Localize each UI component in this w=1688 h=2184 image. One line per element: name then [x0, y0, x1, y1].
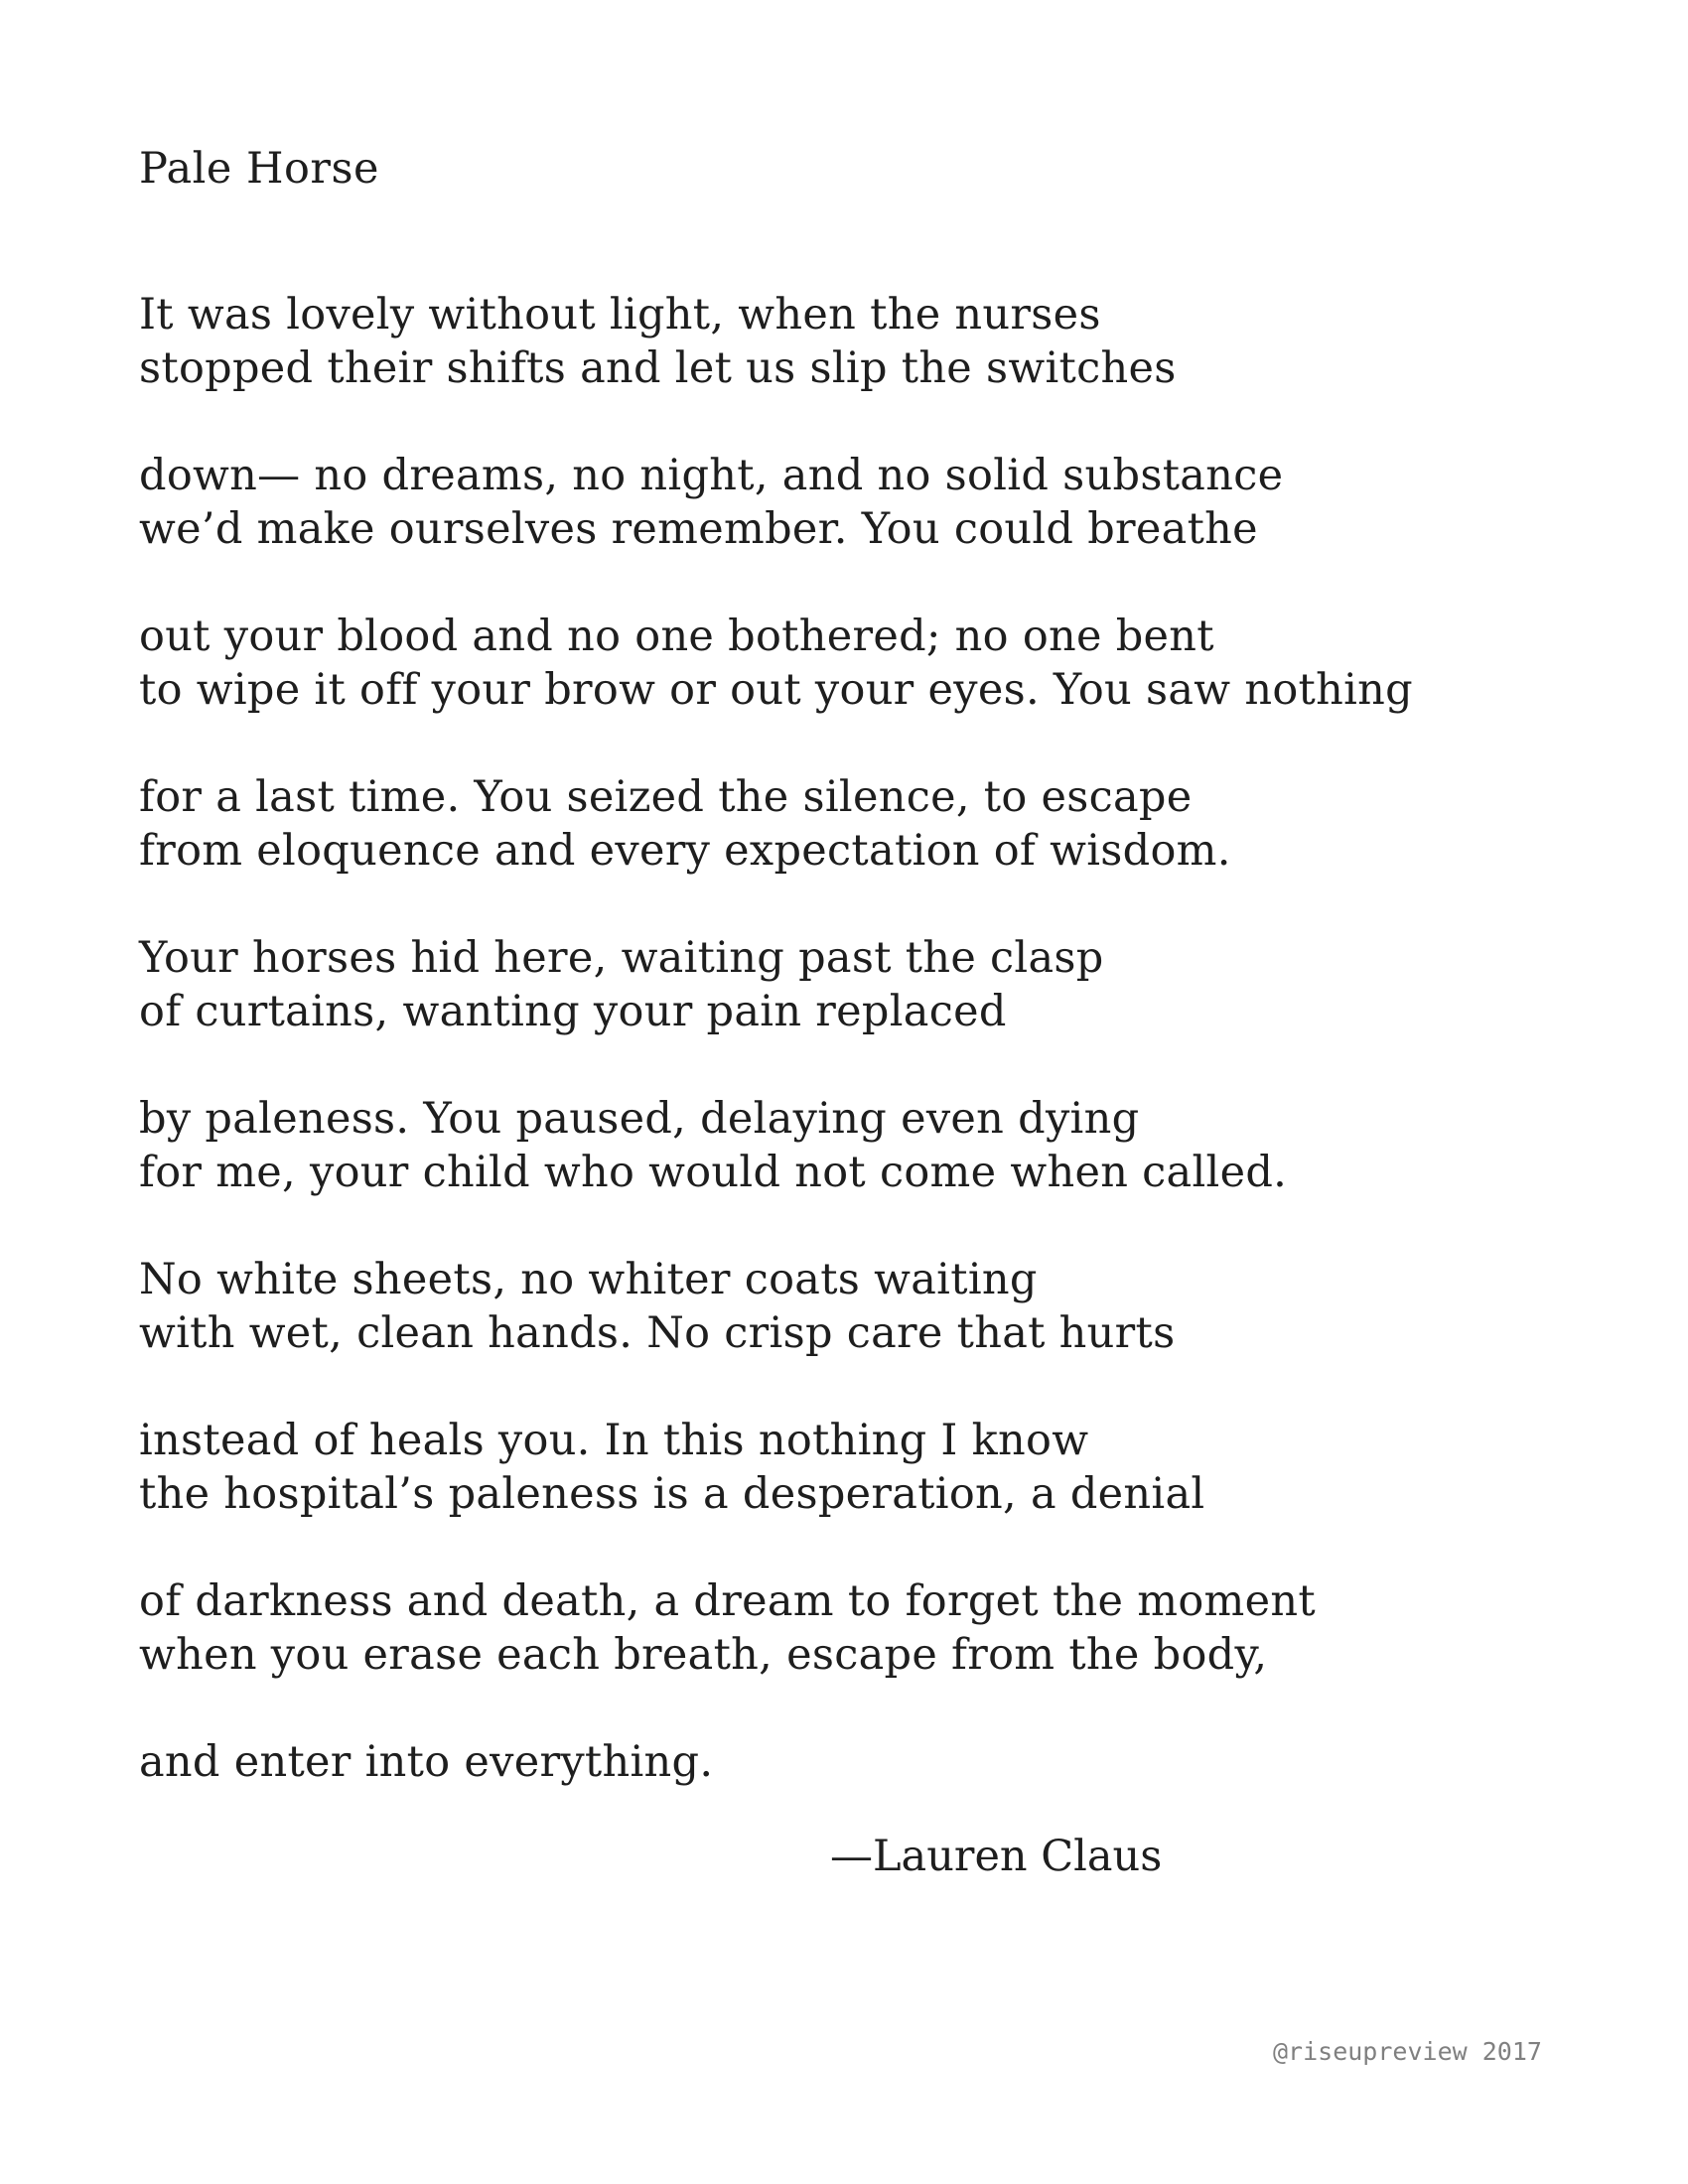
- poem-line: down— no dreams, no night, and no solid substance: [139, 451, 1284, 500]
- poem-line: No white sheets, no whiter coats waiting: [139, 1255, 1038, 1304]
- poem-line: out your blood and no one bothered; no one bent: [139, 612, 1214, 661]
- poem-line: from eloquence and every expectation of wisdom.: [139, 826, 1231, 876]
- stanza-8: [139, 1414, 1529, 1521]
- poem-line: when you erase each breath, escape from the body,: [139, 1630, 1268, 1680]
- poem-line: by paleness. You paused, delaying even dying: [139, 1094, 1140, 1144]
- stanza-2: [139, 449, 1529, 556]
- stanza-5: [139, 931, 1529, 1038]
- poem-line: for a last time. You seized the silence, to escape: [139, 772, 1193, 822]
- footer-credit: @riseupreview 2017: [1273, 2037, 1542, 2066]
- poem-line: of darkness and death, a dream to forget the moment: [139, 1576, 1316, 1626]
- stanza-6: [139, 1092, 1529, 1199]
- poem-line: the hospital’s paleness is a desperation, a denial: [139, 1469, 1205, 1519]
- poem-line: Your horses hid here, waiting past the clasp: [139, 933, 1104, 983]
- poem-line: of curtains, wanting your pain replaced: [139, 987, 1007, 1036]
- poem-line: for me, your child who would not come when called.: [139, 1148, 1288, 1197]
- stanza-3: [139, 610, 1529, 717]
- poem-line: instead of heals you. In this nothing I know: [139, 1416, 1089, 1465]
- stanza-1: [139, 288, 1529, 395]
- stanza-9: [139, 1574, 1529, 1682]
- stanza-10: [139, 1735, 1529, 1789]
- poem-line: and enter into everything.: [139, 1737, 714, 1787]
- poem-line: It was lovely without light, when the nurses: [139, 290, 1101, 340]
- stanza-7: [139, 1253, 1529, 1360]
- poem-line: stopped their shifts and let us slip the switches: [139, 343, 1177, 393]
- poem-author: —Lauren Claus: [830, 1832, 1163, 1881]
- poem-title: Pale Horse: [139, 144, 379, 194]
- poem-line: to wipe it off your brow or out your eyes. You saw nothing: [139, 665, 1414, 715]
- poem-line: we’d make ourselves remember. You could breathe: [139, 504, 1258, 554]
- stanza-4: [139, 770, 1529, 878]
- poem-line: with wet, clean hands. No crisp care that hurts: [139, 1308, 1176, 1358]
